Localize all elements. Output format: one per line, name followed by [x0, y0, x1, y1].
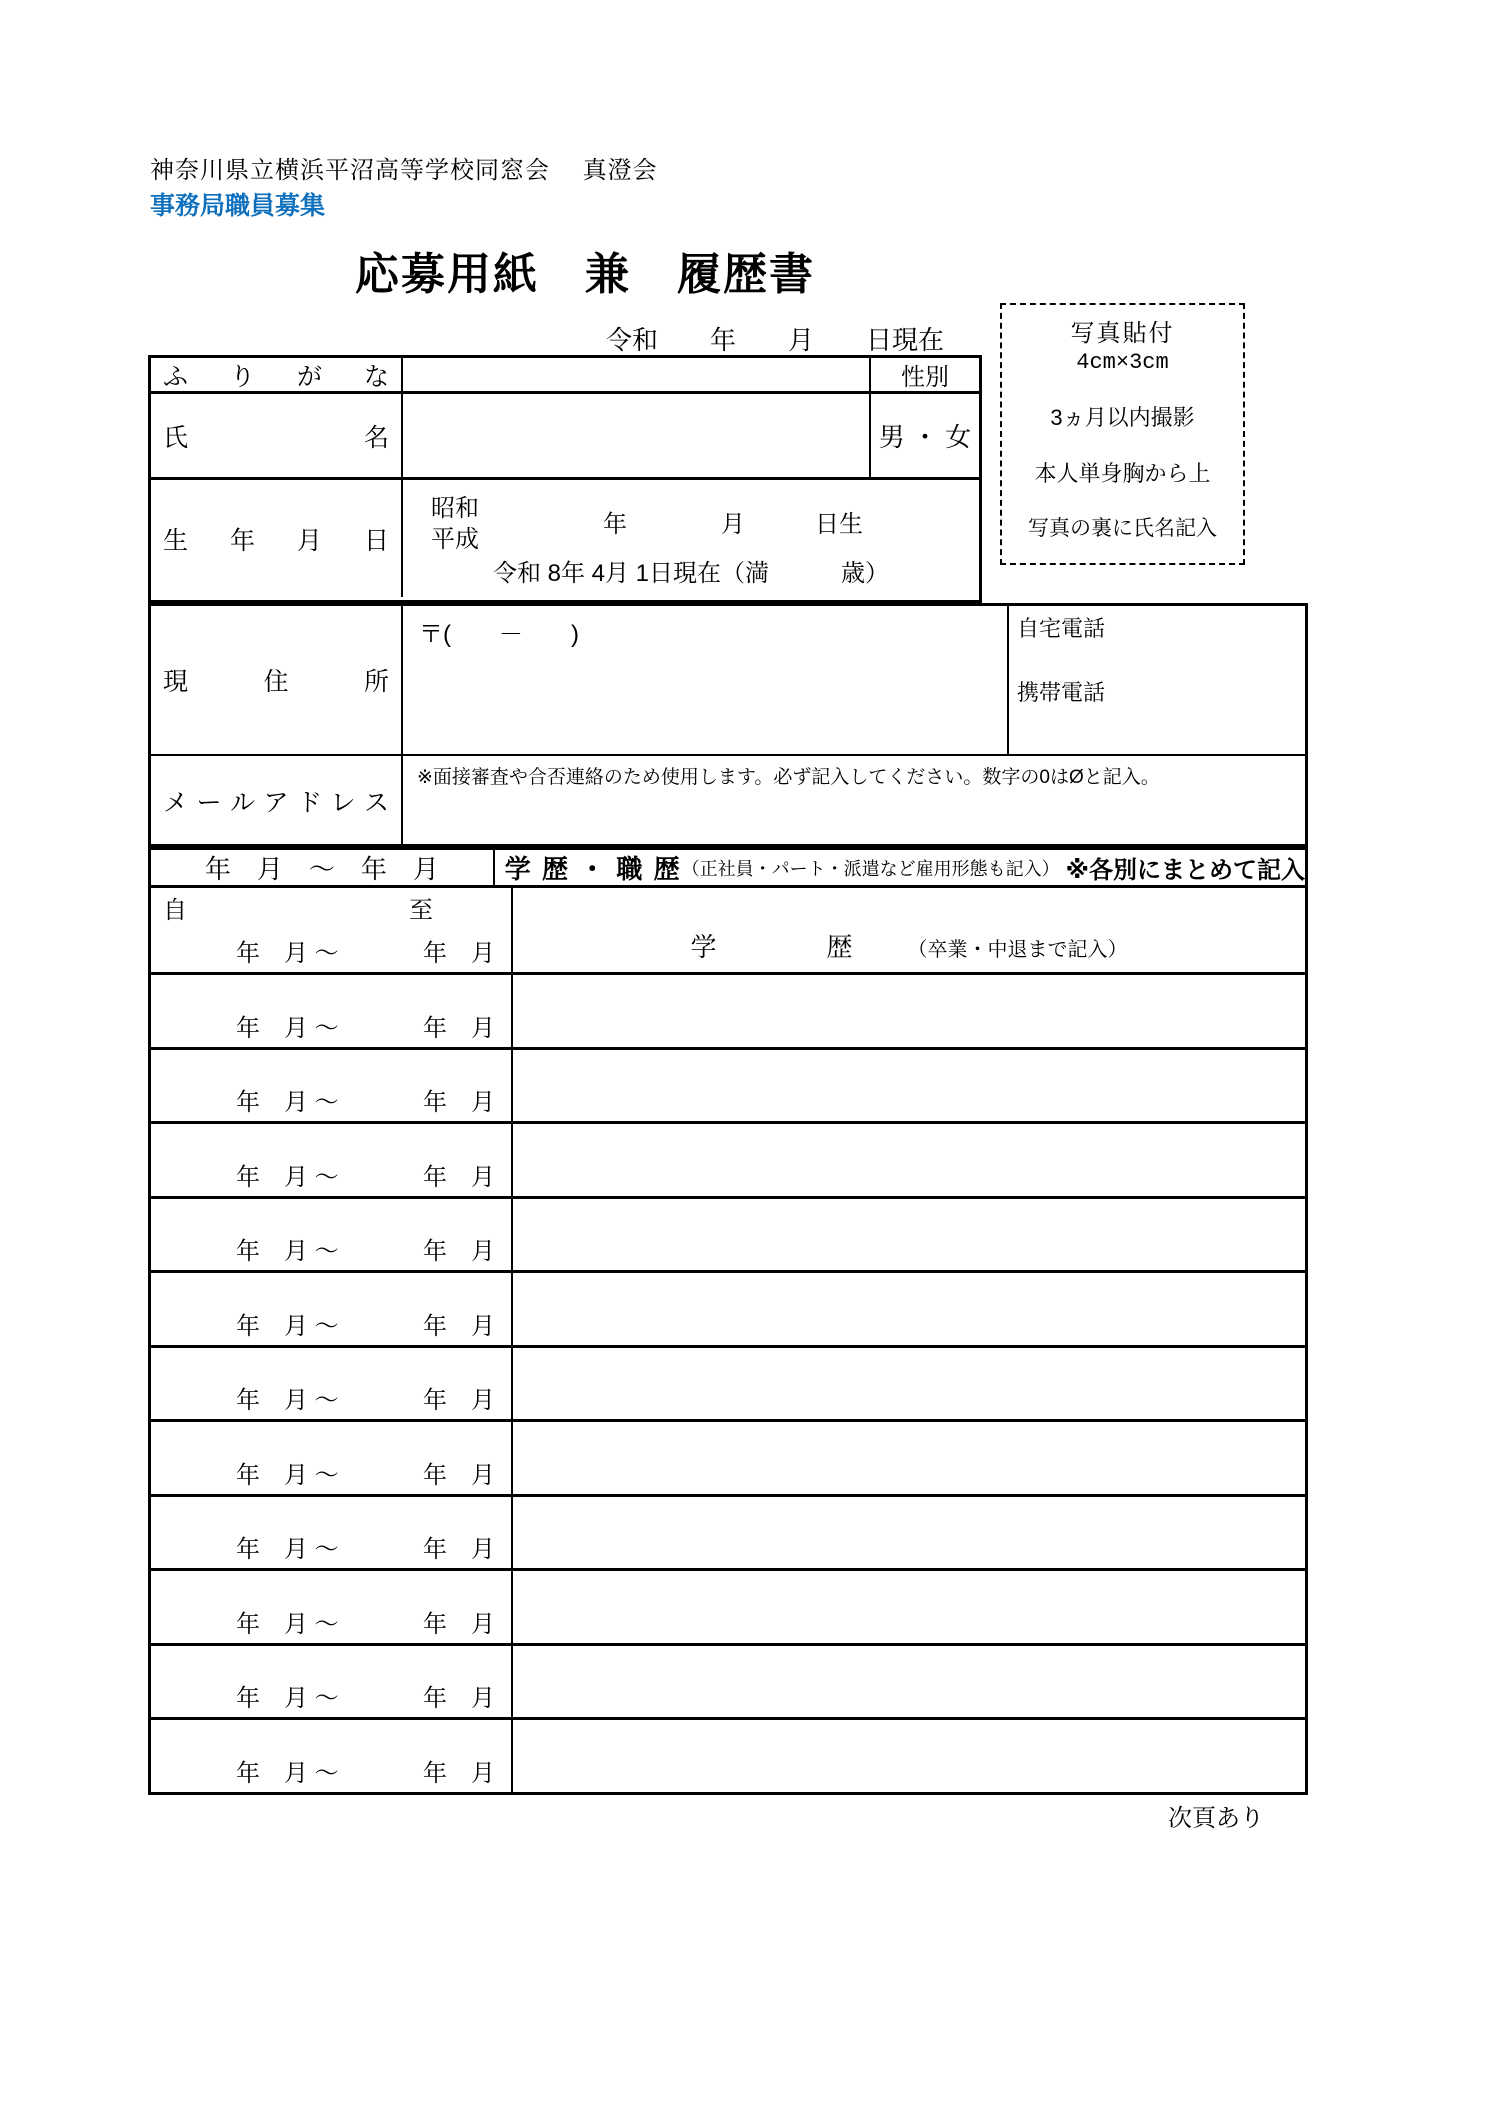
period-to: 年 月	[423, 1760, 495, 1788]
sex-label: 性別	[901, 364, 949, 391]
history-row-9	[151, 1497, 1305, 1572]
period-to: 年 月	[423, 1312, 495, 1340]
address-label: 現 住 所	[163, 668, 389, 696]
sex-options[interactable]: 男 ・ 女	[878, 422, 972, 452]
education-label-2: 歴	[826, 932, 853, 962]
history-entry-cell[interactable]	[513, 1422, 1305, 1494]
history-entry-cell[interactable]	[513, 975, 1305, 1047]
history-title: 学 歴 ・ 職 歴	[504, 854, 682, 884]
date-current-line: 令和 年 月 日現在	[606, 325, 945, 355]
period-cell[interactable]	[151, 1646, 513, 1718]
email-label-cell	[151, 756, 403, 845]
mobile-phone-label: 携帯電話	[1017, 680, 1106, 705]
name-label: 氏 名	[163, 423, 389, 452]
photo-attach-label: 写真貼付	[1070, 320, 1175, 347]
birthdate-label: 生 年 月 日	[163, 526, 389, 555]
period-header: 年 月 ～ 年 月	[204, 854, 439, 884]
from-label: 自	[163, 897, 187, 924]
period-to: 年 月	[423, 1461, 495, 1489]
sex-options-cell[interactable]	[869, 394, 979, 477]
photo-backside-note: 写真の裏に氏名記入	[1028, 517, 1217, 540]
period-cell[interactable]	[151, 1348, 513, 1420]
period-cell[interactable]	[151, 1273, 513, 1345]
history-row-3	[151, 1050, 1305, 1125]
period-cell[interactable]	[151, 1720, 513, 1792]
history-row-8	[151, 1422, 1305, 1497]
period-from: 年 月 ～	[236, 1089, 339, 1117]
phone-cell[interactable]	[1009, 606, 1305, 754]
history-entry-cell[interactable]	[513, 1050, 1305, 1122]
history-entry-cell[interactable]	[513, 1273, 1305, 1345]
address-input-cell[interactable]	[403, 606, 1009, 754]
period-from: 年 月 ～	[236, 1014, 339, 1042]
birth-day-label: 日生	[815, 511, 863, 538]
history-row-5	[151, 1199, 1305, 1274]
period-from: 年 月 ～	[236, 1238, 339, 1266]
history-row-1	[151, 888, 1305, 975]
furigana-label-cell	[151, 358, 403, 391]
education-section-label	[513, 927, 1305, 964]
furigana-input-cell[interactable]	[403, 358, 869, 391]
period-cell[interactable]	[151, 1050, 513, 1122]
period-to: 年 月	[423, 1163, 495, 1191]
birthdate-label-cell	[151, 480, 403, 597]
history-entry-cell[interactable]	[513, 1497, 1305, 1569]
period-from: 年 月 ～	[236, 1685, 339, 1713]
period-cell[interactable]	[151, 1571, 513, 1643]
photo-recency-note: 3ヵ月以内撮影	[1050, 405, 1195, 430]
address-email-table	[148, 603, 1308, 847]
personal-info-table	[148, 355, 982, 603]
period-to: 年 月	[423, 1089, 495, 1117]
email-label: メ ー ル ア ド レ ス	[163, 788, 389, 817]
address-label-cell	[151, 606, 403, 754]
history-row-10	[151, 1571, 1305, 1646]
history-row-11	[151, 1646, 1305, 1721]
history-title-note: ※各別にまとめて記入	[1065, 857, 1305, 884]
history-header-row	[151, 850, 1305, 888]
recruitment-subtitle: 事務局職員募集	[150, 192, 326, 220]
sex-label-cell	[869, 358, 979, 391]
period-from: 年 月 ～	[236, 1461, 339, 1489]
history-row-6	[151, 1273, 1305, 1348]
birthdate-input-cell[interactable]	[403, 480, 979, 597]
birth-month-label: 月	[721, 511, 745, 538]
furigana-label: ふ り が な	[163, 362, 389, 391]
history-entry-cell[interactable]	[513, 1571, 1305, 1643]
history-row-7	[151, 1348, 1305, 1423]
period-to: 年 月	[423, 1387, 495, 1415]
history-entry-cell[interactable]	[513, 888, 1305, 972]
period-cell[interactable]	[151, 1124, 513, 1196]
history-title-paren: （正社員・パート・派遣など雇用形態も記入）	[681, 858, 1060, 879]
period-to: 年 月	[423, 1610, 495, 1638]
period-cell[interactable]	[151, 975, 513, 1047]
period-header-cell	[151, 850, 495, 885]
history-entry-cell[interactable]	[513, 1348, 1305, 1420]
page-title: 応募用紙 兼 履歴書	[355, 250, 815, 299]
period-to: 年 月	[423, 1685, 495, 1713]
history-title-cell	[495, 850, 1305, 885]
photo-size-label: 4cm×3cm	[1076, 350, 1169, 375]
period-from: 年 月 ～	[236, 1760, 339, 1788]
to-label: 至	[409, 897, 433, 924]
era-heisei: 平成	[431, 526, 479, 553]
next-page-note: 次頁あり	[1168, 1805, 1264, 1832]
photo-pose-note: 本人単身胸から上	[1034, 461, 1211, 486]
history-row-4	[151, 1124, 1305, 1199]
organization-name: 神奈川県立横浜平沼高等学校同窓会 真澄会	[150, 157, 658, 184]
age-as-of-note: 令和 8年 4月 1日現在（満 歳）	[492, 560, 890, 587]
period-to: 年 月	[423, 1238, 495, 1266]
education-label-1: 学	[690, 932, 717, 962]
email-usage-note: ※面接審査や合否連絡のため使用します。必ず記入してください。数字の0はØと記入。	[417, 767, 1160, 788]
history-row-2	[151, 975, 1305, 1050]
home-phone-label: 自宅電話	[1017, 616, 1106, 641]
birth-year-label: 年	[603, 511, 627, 538]
history-entry-cell[interactable]	[513, 1124, 1305, 1196]
history-entry-cell[interactable]	[513, 1720, 1305, 1792]
period-from: 年 月 ～	[236, 1610, 339, 1638]
period-cell[interactable]	[151, 1199, 513, 1271]
history-table	[148, 847, 1308, 1795]
era-labels	[431, 493, 479, 555]
postal-code-mark: 〒( － )	[419, 621, 579, 648]
period-cell[interactable]	[151, 1497, 513, 1569]
period-to: 年 月	[423, 1014, 495, 1042]
period-from: 年 月 ～	[236, 1163, 339, 1191]
period-to: 年 月	[423, 940, 495, 967]
history-entry-cell[interactable]	[513, 1646, 1305, 1718]
period-from: 年 月 ～	[236, 940, 339, 967]
email-input-cell[interactable]	[403, 756, 1305, 845]
history-row-12	[151, 1720, 1305, 1792]
name-input-cell[interactable]	[403, 394, 869, 477]
period-cell[interactable]	[151, 888, 513, 972]
period-cell[interactable]	[151, 1422, 513, 1494]
history-entry-cell[interactable]	[513, 1199, 1305, 1271]
period-from: 年 月 ～	[236, 1536, 339, 1564]
period-to: 年 月	[423, 1536, 495, 1564]
period-from: 年 月 ～	[236, 1312, 339, 1340]
name-label-cell	[151, 394, 403, 477]
education-paren-note: （卒業・中退まで記入）	[907, 939, 1128, 961]
photo-attach-box	[1000, 303, 1245, 565]
period-from: 年 月 ～	[236, 1387, 339, 1415]
era-showa: 昭和	[431, 495, 479, 522]
